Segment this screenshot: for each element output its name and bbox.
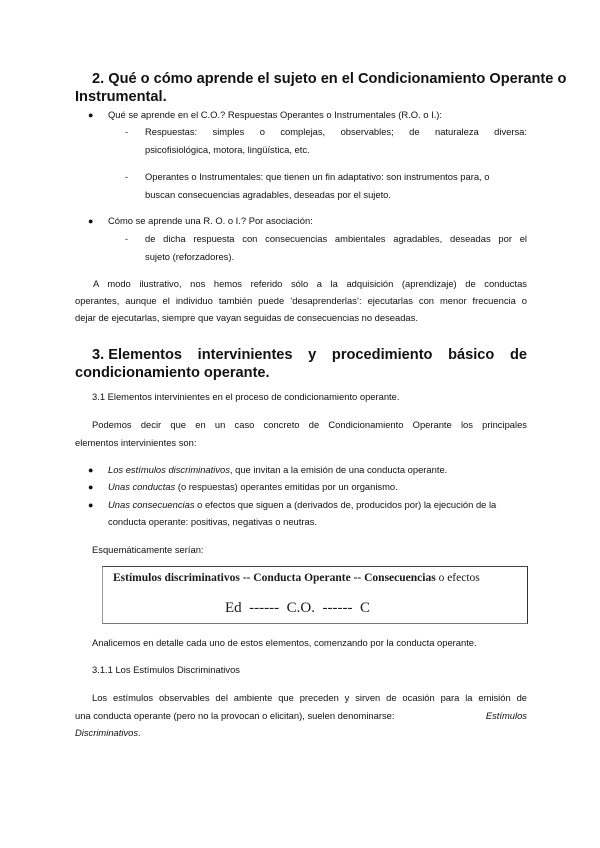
estimulos-para-line3 xyxy=(75,724,141,742)
analicemos: Analicemos en detalle cada uno de estos elementos, comenzando por la conducta operante. xyxy=(92,637,477,648)
podemos-line2: elementos intervinientes son: xyxy=(75,437,197,448)
asociacion-line1: de dicha respuesta con consecuencias ambientales agradables, deseadas por el xyxy=(145,233,527,244)
estimulos-para-line2-text: una conducta operante (pero no la provocan o elicitan), suelen denominarse: xyxy=(75,710,395,721)
esquematicamente: Esquemáticamente serían: xyxy=(92,544,204,555)
respuestas-line1: Respuestas: simples o complejas, observables; de naturaleza diversa: xyxy=(145,126,527,137)
elemento-conductas-italic: Unas conductas xyxy=(108,481,176,492)
title-word: de xyxy=(509,347,527,363)
elemento-consecuencias-italic: Unas consecuencias xyxy=(108,499,195,510)
title-word: y xyxy=(308,347,317,363)
estimulos-para-line3-italic: Discriminativos xyxy=(75,727,139,738)
scheme-box xyxy=(102,566,528,624)
elemento-estimulos-italic: Los estímulos discriminativos xyxy=(108,464,230,475)
scheme-separator: -- xyxy=(239,572,254,584)
section-2-title-line2: Instrumental. xyxy=(75,89,167,105)
subsection-3-1-1: 3.1.1 Los Estímulos Discriminativos xyxy=(92,664,240,675)
para-ilustrativo-line3: dejar de ejecutarlas, siempre que vayan seguidas de consecuencias no deseadas. xyxy=(75,312,418,323)
elemento-consecuencias-rest: o efectos que siguen a (derivados de, producidos por) la ejecución de la xyxy=(194,499,497,510)
bullet-icon: ● xyxy=(88,500,94,510)
title-word: intervinientes xyxy=(197,347,293,363)
elemento-consecuencias-line2: conducta operante: positivas, negativas o neutras. xyxy=(108,516,317,527)
title-word: procedimiento xyxy=(331,347,433,363)
operantes-line2: buscan consecuencias agradables, deseadas por el sujeto. xyxy=(145,189,391,200)
para-ilustrativo-line1: A modo ilustrativo, nos hemos referido sólo a la adquisición (aprendizaje) de conductas xyxy=(93,278,527,289)
bullet-icon: ● xyxy=(88,465,94,475)
scheme-c-suffix: o efectos xyxy=(435,572,480,584)
scheme-co-label: Conducta Operante xyxy=(253,572,351,584)
subsection-3-1: 3.1 Elementos intervinientes en el proceso de condicionamiento operante. xyxy=(92,391,400,402)
elemento-conductas-rest: (o respuestas) operantes emitidas por un organismo. xyxy=(175,481,398,492)
bullet-icon: ● xyxy=(88,216,94,226)
elemento-estimulos xyxy=(108,461,447,479)
scheme-c-label: Consecuencias xyxy=(364,572,436,584)
scheme-row-abbrev: Ed ------ C.O. ------ C xyxy=(225,600,370,616)
section-3-title-line1 xyxy=(92,346,527,364)
dash-icon: - xyxy=(125,172,128,182)
podemos-line1: Podemos decir que en un caso concreto de Condicionamiento Operante los principales xyxy=(92,419,527,430)
estimulos-para-line2 xyxy=(75,707,527,725)
para-ilustrativo-line2: operantes, aunque el individuo también puede ‘desaprenderlas’: ejecutarlas con menor frecuencia o xyxy=(75,295,527,306)
elemento-estimulos-rest: , que invitan a la emisión de una conducta operante. xyxy=(229,464,448,475)
estimulos-para-line1: Los estímulos observables del ambiente que preceden y sirven de ocasión para la emisión de xyxy=(92,692,527,703)
estimulos-para-line3-end: . xyxy=(138,727,141,738)
scheme-row-labels xyxy=(113,572,480,584)
asociacion-line2: sujeto (reforzadores). xyxy=(145,251,235,262)
elemento-conductas xyxy=(108,478,398,496)
dash-icon: - xyxy=(125,127,128,137)
operantes-line1: Operantes o Instrumentales: que tienen un fin adaptativo: son instrumentos para, o xyxy=(145,171,490,182)
bullet-como-se-aprende: Cómo se aprende una R. O. o I.? Por asociación: xyxy=(108,215,313,226)
dash-icon: - xyxy=(125,234,128,244)
section-3-title-line2: condicionamiento operante. xyxy=(75,365,270,381)
scheme-ed-label: Estímulos discriminativos xyxy=(113,572,240,584)
bullet-que-se-aprende: Qué se aprende en el C.O.? Respuestas Operantes o Instrumentales (R.O. o I.): xyxy=(108,109,443,120)
bullet-icon: ● xyxy=(88,110,94,120)
title-word: 3. Elementos xyxy=(92,347,183,363)
respuestas-line2: psicofisiológica, motora, lingüística, etc. xyxy=(145,144,310,155)
title-word: básico xyxy=(448,347,495,363)
elemento-consecuencias xyxy=(108,496,496,514)
scheme-separator: -- xyxy=(350,572,365,584)
section-2-title-line1: 2. Qué o cómo aprende el sujeto en el Condicionamiento Operante o xyxy=(92,71,567,87)
bullet-icon: ● xyxy=(88,482,94,492)
estimulos-para-line2-italic: Estímulos xyxy=(485,710,527,721)
